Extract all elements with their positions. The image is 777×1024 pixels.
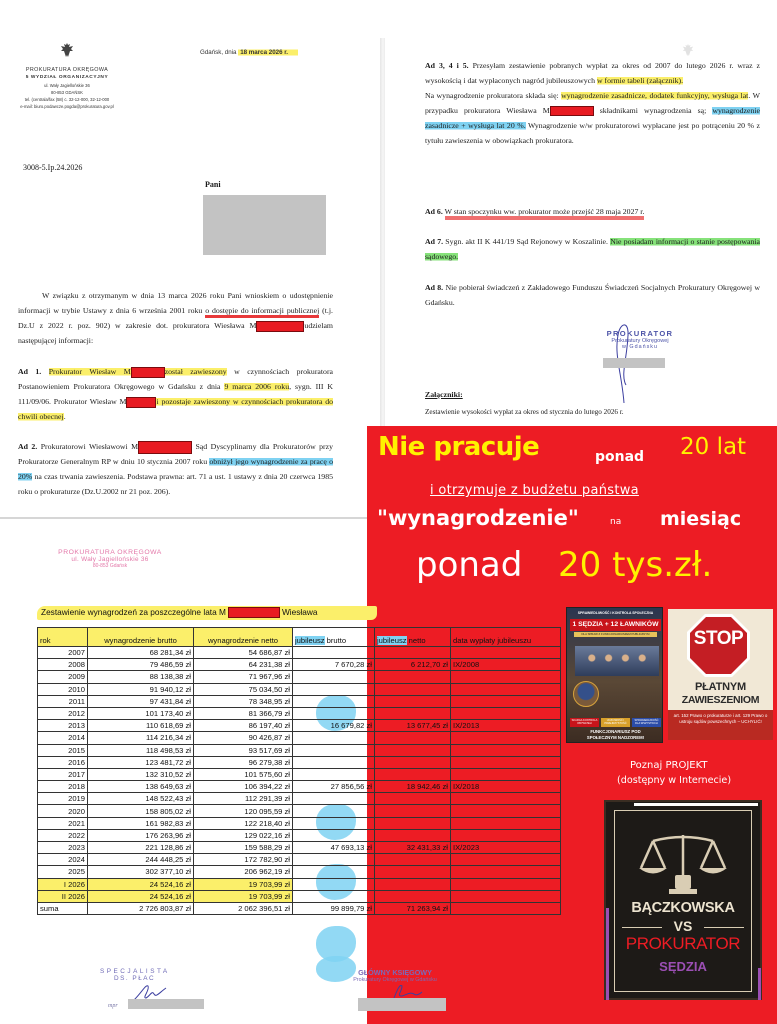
- cell-gross: 24 524,16 zł: [88, 890, 194, 902]
- poster3-name: BĄCZKOWSKA: [631, 900, 735, 916]
- cell-gross: 161 982,83 zł: [88, 817, 194, 829]
- cell-net: 120 095,59 zł: [194, 805, 293, 817]
- ad7-text-1: Sygn. akt II K 441/19 Sąd Rejonowy w Koszalinie.: [443, 237, 611, 246]
- letterhead-street: ul. Wały Jagiellońskie 36: [44, 83, 90, 88]
- cell-year: 2015: [38, 744, 88, 756]
- cell-jubilee-date: IX/2013: [451, 720, 561, 732]
- cell-jubilee-gross: [293, 671, 375, 683]
- banner-line4-a: ponad: [416, 545, 523, 585]
- addressee-label: Pani: [205, 180, 221, 189]
- cell-jubilee-net-sum: 71 263,94 zł: [375, 902, 451, 914]
- cell-year: 2022: [38, 829, 88, 841]
- cell-jubilee-net: [375, 671, 451, 683]
- stamp-line-2: Prokuratury Okręgowej: [611, 338, 669, 344]
- cell-year: 2025: [38, 866, 88, 878]
- table-row: [38, 695, 561, 707]
- polish-eagle-emblem-icon: [60, 42, 74, 58]
- cell-gross: 138 649,63 zł: [88, 781, 194, 793]
- cell-gross: 221 128,86 zł: [88, 842, 194, 854]
- ad8-label: Ad 8.: [425, 283, 444, 292]
- cell-year: 2024: [38, 854, 88, 866]
- redacted-name: [358, 998, 446, 1011]
- ad2-paragraph: [18, 439, 333, 499]
- cell-year: 2013: [38, 720, 88, 732]
- office-stamp: [45, 549, 175, 569]
- stamp-line-2: ul. Wały Jagiellońskie 36: [71, 556, 149, 563]
- letterhead-tel: tel. (centrala/fax (58) c. 32-12-000, 32-12-000: [24, 97, 110, 102]
- cell-year: 2016: [38, 756, 88, 768]
- redacted-address: [203, 195, 326, 255]
- cell-net: 78 348,95 zł: [194, 695, 293, 707]
- cell-gross: 176 263,96 zł: [88, 829, 194, 841]
- ad8-paragraph: [425, 280, 760, 310]
- stamp-line-1: GŁÓWNY KSIĘGOWY: [358, 968, 432, 977]
- cell-jubilee-net: 6 212,70 zł: [375, 659, 451, 671]
- letterhead-zip: 80-853 GDAŃSK: [51, 90, 83, 95]
- table-row: [38, 683, 561, 695]
- cell-year: 2010: [38, 683, 88, 695]
- sum-label: suma: [38, 902, 88, 914]
- ad7-label: Ad 7.: [425, 237, 444, 246]
- poster1-tags: [570, 718, 661, 727]
- letterhead-dept: 5 WYDZIAŁ ORGANIZACYJNY: [25, 75, 109, 80]
- col-header-net: wynagrodzenie netto: [194, 628, 293, 647]
- cell-year: 2017: [38, 768, 88, 780]
- cell-gross: 110 618,69 zł: [88, 720, 194, 732]
- cell-jubilee-date: IX/2008: [451, 659, 561, 671]
- ad2-text-2: Sąd Dyscyplinarny dla Prokuratorów przy Prokuratorze Generalnym RP w dniu 10 stycznia 2007 roku: [18, 442, 334, 466]
- cell-jubilee-gross: [293, 683, 375, 695]
- cell-gross: 97 431,84 zł: [88, 695, 194, 707]
- cell-jubilee-net: 13 677,45 zł: [375, 720, 451, 732]
- ad345-text-3: . W przypadku prokuratora Wiesława M: [425, 91, 760, 115]
- cell-jubilee-date: IX/2023: [451, 842, 561, 854]
- cell-year: 2011: [38, 695, 88, 707]
- court-poster: [566, 607, 663, 743]
- cell-gross: 88 138,38 zł: [88, 671, 194, 683]
- cell-year: I 2026: [38, 878, 88, 890]
- cell-jubilee-date: [451, 817, 561, 829]
- intro-text-1: W związku z otrzymanym w dnia 13 marca 2026 roku Pani wnioskiem o udostępnienie informacji w trybie Ustawy z dnia 6 września 2001 roku: [18, 291, 333, 315]
- page-divider-horizontal: [0, 517, 382, 519]
- cell-jubilee-net: 18 942,46 zł: [375, 781, 451, 793]
- header-word: jubileusz: [377, 636, 407, 645]
- table-sum-row: [38, 902, 561, 914]
- table-row: [38, 671, 561, 683]
- cell-jubilee-date: [451, 866, 561, 878]
- table-row: [38, 854, 561, 866]
- poster3-frame-accent: [758, 968, 761, 1000]
- cell-jubilee-net: [375, 890, 451, 902]
- mpr-label: mpr: [108, 1003, 118, 1009]
- cell-jubilee-gross: [293, 756, 375, 768]
- redaction-box: [228, 607, 280, 618]
- cell-jubilee-date: [451, 805, 561, 817]
- chief-accountant-stamp: [340, 968, 450, 983]
- cell-gross: 302 377,10 zł: [88, 866, 194, 878]
- poster1-footer: [570, 729, 661, 741]
- cell-jubilee-gross: [293, 866, 375, 878]
- cell-net: 86 197,40 zł: [194, 720, 293, 732]
- poster1-headline: 1 SĘDZIA + 12 ŁAWNIKÓW: [570, 619, 661, 631]
- ad345-salary-components: wynagrodzenie zasadnicze, dodatek funkcyjny, wysługa lat: [561, 91, 749, 100]
- banner-line1-c: 20 lat: [680, 434, 747, 460]
- officer-illustration: [573, 681, 599, 707]
- cell-year: 2007: [38, 647, 88, 659]
- cell-gross: 91 940,12 zł: [88, 683, 194, 695]
- cell-year: 2019: [38, 793, 88, 805]
- cell-gross: 158 805,02 zł: [88, 805, 194, 817]
- table-row: [38, 720, 561, 732]
- poster1-tag: SPRAWIEDLIWOŚĆ DLA WSZYSTKICH: [632, 718, 661, 727]
- letter-date: [200, 49, 298, 56]
- cell-net: 101 575,60 zł: [194, 768, 293, 780]
- cell-jubilee-date: [451, 695, 561, 707]
- stop-text: STOP: [693, 628, 744, 649]
- cell-net-sum: 2 062 396,51 zł: [194, 902, 293, 914]
- poster1-top: SPRAWIEDLIWOŚĆ I KONTROLA SPOŁECZNA: [577, 611, 654, 615]
- cell-jubilee-gross: [293, 829, 375, 841]
- cell-jubilee-date: [451, 647, 561, 659]
- table-title-prefix: Zestawienie wynagrodzeń za poszczególne lata M: [41, 607, 226, 617]
- cell-year: 2014: [38, 732, 88, 744]
- ad7-no-info: Nie posiadam informacji o stanie postępowania sądowego.: [425, 237, 760, 261]
- cell-jubilee-net: [375, 683, 451, 695]
- cell-year: 2012: [38, 707, 88, 719]
- header-word: jubileusz: [295, 636, 325, 645]
- table-row: [38, 781, 561, 793]
- table-row: [38, 866, 561, 878]
- cell-jubilee-gross: 7 670,28 zł: [293, 659, 375, 671]
- cell-jubilee-net: [375, 768, 451, 780]
- table-row: [38, 829, 561, 841]
- cell-jubilee-date-sum: [451, 902, 561, 914]
- cell-net: 19 703,99 zł: [194, 878, 293, 890]
- table-row: [38, 659, 561, 671]
- stamp-line-3: w Gdańsku: [622, 344, 658, 350]
- ad8-text: Nie pobierał świadczeń z Zakładowego Funduszu Świadczeń Socjalnych Prokuratury Okręgowej w Gdańsku.: [425, 283, 761, 307]
- cell-jubilee-gross: [293, 878, 375, 890]
- cell-jubilee-gross: [293, 732, 375, 744]
- attachments-text: Zestawienie wysokości wypłat za okres od stycznia do lutego 2026 r.: [425, 408, 624, 416]
- cell-gross: 68 281,34 zł: [88, 647, 194, 659]
- cell-net: 93 517,69 zł: [194, 744, 293, 756]
- cell-year: 2020: [38, 805, 88, 817]
- cell-jubilee-date: [451, 878, 561, 890]
- cell-jubilee-gross: [293, 793, 375, 805]
- table-row: [38, 805, 561, 817]
- table-row: [38, 744, 561, 756]
- ad2-salary-cut: obniżył jego wynagrodzenie za pracę o 20%: [18, 457, 333, 481]
- poster3-frame-accent: [606, 908, 609, 1000]
- table-row: [38, 817, 561, 829]
- banner-line2: i otrzymuje z budżetu państwa: [430, 483, 639, 498]
- cell-jubilee-date: [451, 732, 561, 744]
- cell-year: 2009: [38, 671, 88, 683]
- cell-jubilee-gross: [293, 695, 375, 707]
- cell-jubilee-gross: [293, 817, 375, 829]
- cell-year: II 2026: [38, 890, 88, 902]
- banner-line3-b: na: [610, 517, 622, 527]
- table-title-suffix: Wiesława: [281, 607, 318, 617]
- table-row: [38, 707, 561, 719]
- cell-year: 2021: [38, 817, 88, 829]
- ad6-label: Ad 6.: [425, 207, 443, 216]
- table-row: [38, 793, 561, 805]
- table-row: [38, 842, 561, 854]
- cell-jubilee-net: 32 431,33 zł: [375, 842, 451, 854]
- prosecutor-stamp: [585, 329, 695, 350]
- cell-jubilee-date: IX/2018: [451, 781, 561, 793]
- redaction-box: [126, 397, 156, 408]
- cell-jubilee-gross: [293, 707, 375, 719]
- cell-jubilee-net: [375, 756, 451, 768]
- ad1-text-1: Prokurator Wiesław M: [48, 367, 131, 376]
- cell-jubilee-gross: [293, 647, 375, 659]
- cell-jubilee-gross: [293, 854, 375, 866]
- polish-eagle-emblem-icon: [682, 43, 694, 57]
- cell-net: 75 034,50 zł: [194, 683, 293, 695]
- ad345-text-2: Na wynagrodzenie prokuratora składa się:: [425, 91, 562, 100]
- cell-gross: 114 216,34 zł: [88, 732, 194, 744]
- ad345-paragraph: [425, 58, 760, 148]
- cell-net: 206 962,19 zł: [194, 866, 293, 878]
- cell-jubilee-net: [375, 805, 451, 817]
- ad345-table-form: w formie tabeli (załącznik).: [596, 76, 684, 85]
- cell-net: 19 703,99 zł: [194, 890, 293, 902]
- cell-year: 2008: [38, 659, 88, 671]
- table-row: [38, 732, 561, 744]
- date-prefix: Gdańsk, dnia: [200, 49, 237, 56]
- poster3-frame-accent: [634, 803, 758, 806]
- ad1-period: .: [63, 412, 66, 421]
- cell-gross: 148 522,43 zł: [88, 793, 194, 805]
- stamp-line-1: PROKURATOR: [606, 329, 674, 338]
- cell-net: 122 218,40 zł: [194, 817, 293, 829]
- banner-line1-a: Nie pracuje: [378, 432, 540, 462]
- cell-jubilee-net: [375, 829, 451, 841]
- ad345-label: Ad 3, 4 i 5.: [425, 61, 469, 70]
- reference-number: 3008-5.Ip.24.2026: [23, 163, 83, 172]
- redaction-box: [550, 106, 594, 116]
- col-header-jubilee-date: data wypłaty jubileuszu: [451, 628, 561, 647]
- letterhead-org: PROKURATURA OKRĘGOWA: [25, 67, 109, 73]
- table-title: [37, 606, 377, 620]
- cell-jubilee-date: [451, 854, 561, 866]
- col-header-jubilee-gross: [293, 628, 375, 647]
- cell-year: 2023: [38, 842, 88, 854]
- cell-jubilee-gross: [293, 744, 375, 756]
- banner-line3-a: "wynagrodzenie": [377, 506, 579, 530]
- ad1-date: 9 marca 2006 roku: [224, 382, 290, 391]
- stamp-line-1: PROKURATURA OKRĘGOWA: [58, 549, 162, 556]
- ad7-paragraph: [425, 234, 760, 264]
- cell-jubilee-date: [451, 744, 561, 756]
- jury-illustration: [575, 646, 659, 676]
- intro-text-3: udzielam następującej informacji:: [18, 321, 333, 345]
- table-row: [38, 768, 561, 780]
- stamp-line-2: Prokuratury Okręgowej w Gdańsku: [353, 977, 437, 983]
- ad1-text-4: , sygn. III K 111/09/06. Prokurator Wiesław M: [18, 382, 333, 406]
- cell-jubilee-gross: [293, 805, 375, 817]
- cell-jubilee-net: [375, 744, 451, 756]
- cell-net: 172 782,90 zł: [194, 854, 293, 866]
- poster2-band: art. 152 Prawo o prokuraturze i art. 129 Prawo o ustroju sądów powszechnych – UCHYLIĆ!: [668, 710, 773, 740]
- poster3-judge: SĘDZIA: [659, 959, 707, 974]
- scales-of-justice-icon: [633, 823, 733, 903]
- ad1-paragraph: [18, 364, 333, 424]
- cell-net: 90 426,87 zł: [194, 732, 293, 744]
- poster2-line2: ZAWIESZENIOM: [681, 694, 760, 706]
- cell-jubilee-gross: 47 693,13 zł: [293, 842, 375, 854]
- cell-jubilee-net: [375, 707, 451, 719]
- ad1-text-5: i pozostaje zawieszony w czynnościach prokuratora do chwili obecnej: [18, 397, 334, 421]
- poster1-footer-1: FUNKCJONARIUSZ POD: [590, 729, 641, 734]
- ad345-text-5: Wynagrodzenie w/w prokuratorowi wypłacane jest po potrąceniu 20 % z tytułu zawieszenia w obowiązkach prokuratora.: [425, 121, 760, 145]
- cell-jubilee-net: [375, 647, 451, 659]
- cell-gross: 118 498,53 zł: [88, 744, 194, 756]
- attachments-heading: Załączniki:: [425, 390, 463, 399]
- banner-line3-c: miesiąc: [660, 508, 742, 530]
- poster1-tag: UCZCIWOŚĆ I PRZEJRZYSTOŚĆ: [601, 718, 630, 727]
- cell-jubilee-date: [451, 683, 561, 695]
- cell-year: 2018: [38, 781, 88, 793]
- poster1-sub: DLA SPRAW Z FUNKCJONARIUSZEM PUBLICZNYM: [574, 632, 657, 637]
- redacted-name: [603, 358, 665, 368]
- cell-jubilee-net: [375, 854, 451, 866]
- cell-jubilee-date: [451, 890, 561, 902]
- project-note-1: Poznaj PROJEKT: [630, 760, 708, 771]
- table-row: [38, 890, 561, 902]
- cell-gross: 123 481,72 zł: [88, 756, 194, 768]
- poster2-line1: PŁATNYM: [695, 681, 746, 693]
- cell-jubilee-net: [375, 732, 451, 744]
- cell-net: 129 022,16 zł: [194, 829, 293, 841]
- cell-net: 71 967,96 zł: [194, 671, 293, 683]
- col-header-year: rok: [38, 628, 88, 647]
- ad345-text-4: składnikami wynagrodzenia są;: [593, 106, 713, 115]
- cell-gross: 79 486,59 zł: [88, 659, 194, 671]
- cell-jubilee-date: [451, 756, 561, 768]
- intro-paragraph: [18, 288, 333, 348]
- cell-net: 81 366,79 zł: [194, 707, 293, 719]
- redaction-box: [131, 367, 165, 378]
- ad1-label: Ad 1.: [18, 367, 42, 376]
- redaction-box: [138, 441, 192, 454]
- ad345-text-1: Przesyłam zestawienie pobranych wypłat za okres od 2007 do lutego 2026 r. wraz z wysokością i dat wypłaconych nagród jubileuszowych: [425, 61, 760, 85]
- ad2-label: Ad 2.: [18, 442, 38, 451]
- table-row: [38, 647, 561, 659]
- cell-jubilee-gross: [293, 890, 375, 902]
- cell-net: 106 394,22 zł: [194, 781, 293, 793]
- redaction-box: [256, 321, 304, 332]
- project-note-2: (dostępny w Internecie): [617, 775, 732, 786]
- cell-jubilee-gross: 16 679,82 zł: [293, 720, 375, 732]
- ad2-text-1: Prokuratorowi Wiesławowi M: [40, 442, 139, 451]
- cell-jubilee-net: [375, 817, 451, 829]
- table-row: [38, 878, 561, 890]
- cell-jubilee-net: [375, 866, 451, 878]
- cell-jubilee-gross: 27 856,56 zł: [293, 781, 375, 793]
- ad1-text-2: został zawieszony: [164, 367, 227, 376]
- intro-law-name: o dostępie do informacji publicznej: [205, 306, 319, 318]
- banner-line4-b: 20 tys.zł.: [558, 545, 713, 585]
- ad6-paragraph: [425, 204, 760, 219]
- cell-jubilee-date: [451, 768, 561, 780]
- col-header-jubilee-net: [375, 628, 451, 647]
- cell-jubilee-date: [451, 707, 561, 719]
- poster1-tag: SKARGA KONTROLA OBYWATELI: [571, 719, 598, 725]
- ad345-his-components: wynagrodzenie zasadnicze + wysługa lat 20 %.: [425, 106, 761, 130]
- poster1-footer-2: SPOŁECZNYM NADZOREM!: [586, 735, 645, 740]
- cell-jubilee-date: [451, 671, 561, 683]
- ad2-text-3: na czas trwania zawieszenia. Podstawa prawna: art. 71 a ust. 1 ustawy z dnia 20 czerwca 1985 roku o prokuraturze (Dz.U.2002 nr 21 poz. 206).: [18, 472, 333, 496]
- cell-jubilee-net: [375, 878, 451, 890]
- cell-net: 112 291,39 zł: [194, 793, 293, 805]
- salary-table: [37, 627, 561, 915]
- cell-gross: 101 173,40 zł: [88, 707, 194, 719]
- cell-net: 96 279,38 zł: [194, 756, 293, 768]
- redacted-name: [128, 999, 204, 1009]
- header-word: brutto: [324, 636, 347, 645]
- date-value: 18 marca 2026 r.: [238, 49, 298, 56]
- cell-jubilee-date: [451, 829, 561, 841]
- cell-jubilee-date: [451, 793, 561, 805]
- cell-net: 54 686,87 zł: [194, 647, 293, 659]
- table-row: [38, 756, 561, 768]
- stamp-line-1: SPECJALISTA: [100, 968, 170, 975]
- cell-gross: 244 448,25 zł: [88, 854, 194, 866]
- banner-line1-b: ponad: [595, 449, 645, 465]
- cell-net: 64 231,38 zł: [194, 659, 293, 671]
- header-word: netto: [406, 636, 426, 645]
- cell-jubilee-net: [375, 793, 451, 805]
- letterhead-email: e-mail: biuro.podawcze.pogda@prokuratura.gov.pl: [20, 104, 114, 109]
- col-header-gross: wynagrodzenie brutto: [88, 628, 194, 647]
- ad6-retirement: W stan spoczynku ww. prokurator może przejść 28 maja 2027 r.: [445, 207, 645, 220]
- cell-jubilee-net: [375, 695, 451, 707]
- cell-net: 159 588,29 zł: [194, 842, 293, 854]
- cell-jubilee-gross: [293, 768, 375, 780]
- stamp-line-3: 80-853 Gdańsk: [92, 563, 128, 569]
- specialist-stamp: [100, 968, 210, 982]
- poster3-prosecutor: PROKURATOR: [625, 934, 741, 953]
- cell-jubilee-gross-sum: 99 899,79 zł: [293, 902, 375, 914]
- cell-gross: 24 524,16 zł: [88, 878, 194, 890]
- table-header-row: [38, 628, 561, 647]
- cell-gross: 132 310,52 zł: [88, 768, 194, 780]
- stamp-line-2: DS. PŁAC: [114, 975, 156, 982]
- cell-gross-sum: 2 726 803,87 zł: [88, 902, 194, 914]
- poster3-vs: VS: [673, 918, 693, 934]
- intro-text-2: (t.j. Dz.U z 2022 r. poz. 902) w zakresie dot. prokuratora Wiesława M: [18, 306, 333, 330]
- ad1-text-3: w czynnościach prokuratora Postanowieniem Prokuratora Okręgowego w Gdańsku z dnia: [18, 367, 333, 391]
